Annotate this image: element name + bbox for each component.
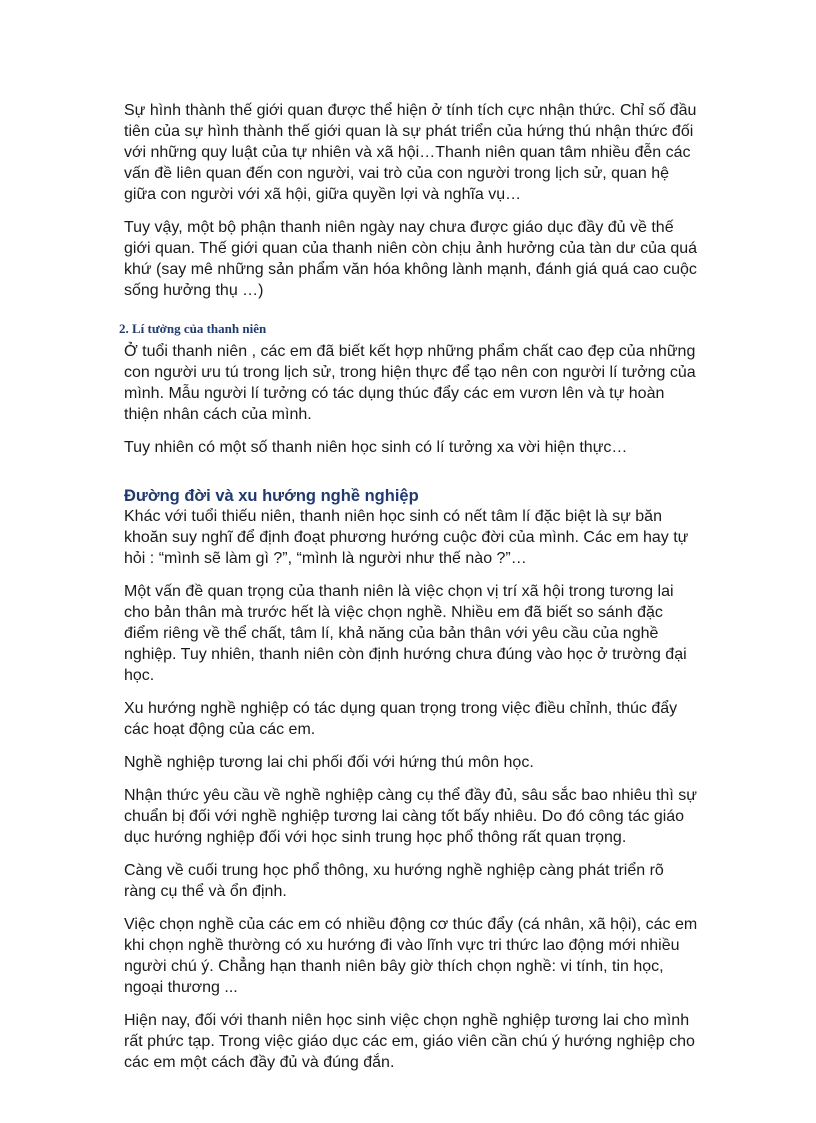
career-paragraph-3: Xu hướng nghề nghiệp có tác dụng quan trọng trong việc điều chỉnh, thúc đẩy các hoạt động của các em. bbox=[124, 700, 678, 738]
career-paragraph-1: Khác với tuổi thiếu niên, thanh niên học sinh có nết tâm lí đặc biệt là sự băn khoăn suy nghĩ để định đoạt phương hướng cuộc đời của mình. Các em hay tự hỏi : “mình sẽ làm gì ?”, “mình là người như thế nào ?”… bbox=[124, 508, 689, 567]
career-paragraph-6: Càng về cuối trung học phổ thông, xu hướng nghề nghiệp càng phát triển rõ ràng cụ thể và ổn định. bbox=[124, 862, 664, 900]
career-paragraph-2: Một vấn đề quan trọng của thanh niên là việc chọn vị trí xã hội trong tương lai cho bản thân mà trước hết là việc chọn nghề. Nhiều em đã biết so sánh đặc điểm riêng về thể chất, tâm lí, khả năng của bản thân với yêu cầu của nghề nghiệp. Tuy nhiên, thanh niên còn định hướng chưa đúng vào học ở trường đại học. bbox=[124, 583, 687, 684]
career-paragraph-7: Việc chọn nghề của các em có nhiều động cơ thúc đẩy (cá nhân, xã hội), các em khi chọn nghề thường có xu hướng đi vào lĩnh vực tri thức lao động mới nhiều người chú ý. Chẳng hạn thanh niên bây giờ thích chọn nghề: vi tính, tin học, ngoại thương ... bbox=[124, 916, 698, 996]
career-paragraph-8: Hiện nay, đối với thanh niên học sinh việc chọn nghề nghiệp tương lai cho mình rất phức tạp. Trong việc giáo dục các em, giáo viên cần chú ý hướng nghiệp cho các em một cách đầy đủ và đúng đắn. bbox=[124, 1012, 695, 1071]
career-section-heading: Đường đời và xu hướng nghề nghiệp bbox=[124, 487, 419, 505]
career-paragraph-5: Nhận thức yêu cầu về nghề nghiệp càng cụ thể đầy đủ, sâu sắc bao nhiêu thì sự chuẩn bị đối với nghề nghiệp tương lai càng tốt bấy nhiêu. Do đó công tác giáo dục hướng nghiệp đối với học sinh trung học phổ thông rất quan trọng. bbox=[124, 787, 697, 846]
document-page bbox=[119, 100, 699, 1085]
worldview-paragraph-2: Tuy vậy, một bộ phận thanh niên ngày nay chưa được giáo dục đầy đủ về thế giới quan. Thế giới quan của thanh niên còn chịu ảnh hưởng của tàn dư của quá khứ (say mê những sản phẩm văn hóa không lành mạnh, đánh giá quá cao cuộc sống hưởng thụ …) bbox=[124, 219, 698, 299]
ideal-paragraph-1: Ở tuổi thanh niên , các em đã biết kết hợp những phẩm chất cao đẹp của những con người ưu tú trong lịch sử, trong hiện thực để tạo nên con người lí tưởng của mình. Mẫu người lí tưởng có tác dụng thúc đẩy các em vươn lên và tự hoàn thiện nhân cách của mình. bbox=[124, 343, 696, 423]
ideal-paragraph-2: Tuy nhiên có một số thanh niên học sinh có lí tưởng xa vời hiện thực… bbox=[124, 439, 628, 456]
worldview-paragraph-1: Sự hình thành thế giới quan được thể hiện ở tính tích cực nhận thức. Chỉ số đầu tiên của sự hình thành thế giới quan là sự phát triển của hứng thú nhận thức đối với những quy luật của tự nhiên và xã hội…Thanh niên quan tâm nhiều đễn các vấn đề liên quan đến con người, vai trò của con người trong lịch sử, quan hệ giữa con người với xã hội, giữa quyền lợi và nghĩa vụ… bbox=[124, 102, 697, 203]
career-paragraph-4: Nghề nghiệp tương lai chi phối đối với hứng thú môn học. bbox=[124, 754, 534, 771]
ideal-section-heading: 2. Lí tưởng của thanh niên bbox=[119, 321, 267, 336]
